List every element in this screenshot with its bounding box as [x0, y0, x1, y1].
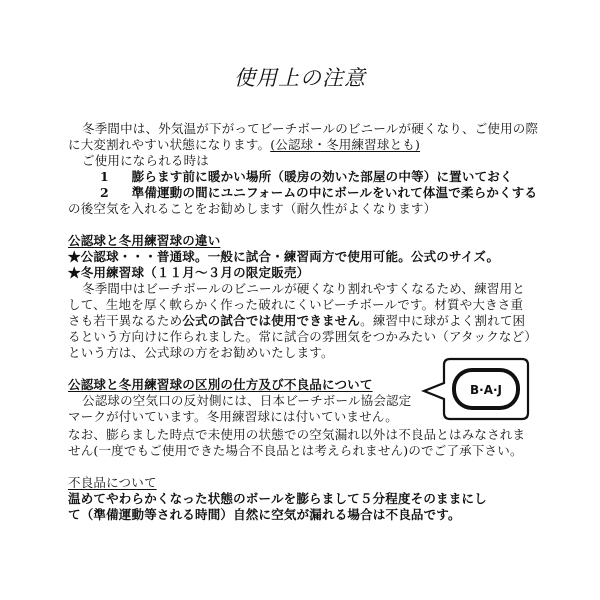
intro-line-2-text: に大変割れやすい状態になります。	[68, 137, 271, 152]
section-2-line-1: 公認球の空気口の反対側には、日本ビーチボール協会認定	[82, 393, 412, 408]
section-1-line-3: 冬季間中はビーチボールのビニールが硬くなり割れやすくなるため、練習用と	[82, 281, 526, 296]
intro-item-1-number: 1	[100, 169, 109, 184]
section-1-line-2: ★冬用練習球（１１月～３月の限定販売）	[68, 265, 310, 280]
section-3-line-1: 温めてやわらかくなった状態のボールを膨らまして５分程度そのままにし	[68, 491, 487, 506]
intro-line-6: の後空気を入れることをお勧めします（耐久性がよくなります）	[68, 201, 437, 216]
section-1-line-7: という方は、公式球の方をお勧めいたします。	[68, 345, 334, 360]
intro-item-1	[100, 169, 513, 185]
section-3-heading: 不良品について	[68, 475, 157, 490]
section-1-line-5-emphasis: 公式の試合では使用できません	[182, 313, 361, 328]
baj-certification-mark	[418, 355, 530, 423]
section-1-line-5	[68, 313, 525, 329]
intro-line-2	[68, 137, 420, 153]
page-title: 使用上の注意	[234, 66, 366, 90]
intro-item-2-number: 2	[100, 185, 109, 200]
section-1-line-1: ★公認球・・・普通球。一般に試合・練習両方で使用可能。公式のサイズ。	[68, 249, 500, 264]
intro-line-3: ご使用になられる時は	[82, 153, 210, 168]
section-1-heading: 公認球と冬用練習球の違い	[68, 233, 221, 248]
section-3-line-2: て（準備運動等される時間）自然に空気が漏れる場合は不良品です。	[68, 507, 461, 522]
section-1-line-6: るという方向けに作られました。常に試合の雰囲気をつかみたい（アタックなど）	[68, 329, 538, 344]
intro-item-1-emphasis: （暖房の効いた部屋の中等）	[271, 169, 437, 184]
intro-line-2-underlined: (公認球・冬用練習球とも)	[270, 137, 421, 152]
section-2-heading: 公認球と冬用練習球の区別の仕方及び不良品について	[68, 377, 373, 392]
section-2-line-4: せん(一度でもご使用できた場合不良品とは考えられません)のでご了承下さい。	[68, 443, 523, 458]
intro-item-1-end: に置いておく	[436, 169, 513, 184]
baj-mark-text: B·A·J	[469, 383, 503, 397]
intro-item-1-text: 膨らます前に暖かい場所	[131, 169, 272, 184]
section-2-line-2: マークが付いています。冬用練習球には付いていません。	[68, 409, 398, 424]
intro-line-1: 冬季間中は、外気温が下がってビーチボールのビニールが硬くなり、ご使用の際	[82, 121, 539, 136]
section-2-line-3: なお、膨らました時点で未使用の状態での空気漏れ以外は不良品とはみなされま	[68, 427, 526, 442]
intro-item-2-text: 準備運動の間にユニフォームの中にボールをいれて体温で柔らかくする	[131, 185, 538, 200]
section-1-line-5-end: 。練習中に球がよく割れて困	[360, 313, 526, 328]
intro-item-2	[100, 185, 537, 201]
section-1-line-5-text: さも若干異なるため	[68, 313, 183, 328]
section-1-line-4: して、生地を厚く軟らかく作った破れにくいビーチボールです。材質や大きさ重	[68, 297, 524, 312]
